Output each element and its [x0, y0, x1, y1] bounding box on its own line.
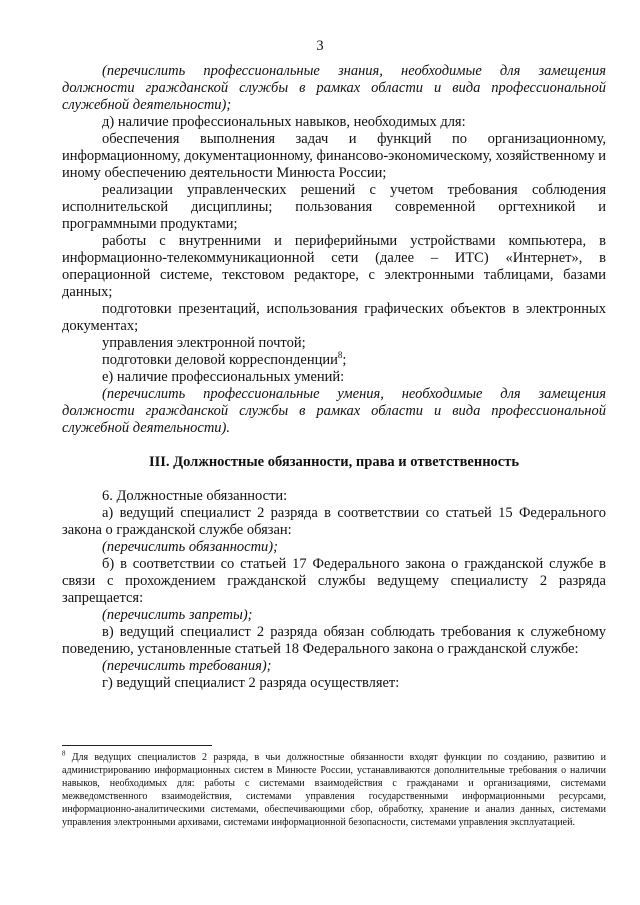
paragraph: (перечислить запреты); — [102, 607, 253, 623]
footnote-mark: 8 — [62, 749, 66, 758]
paragraph: а) ведущий специалист 2 разряда в соответствии со статьей 15 Федерального закона о гражданской службе обязан: — [62, 505, 606, 538]
footnote-text — [62, 751, 606, 829]
paragraph: б) в соответствии со статьей 17 Федерального закона о гражданской службе в связи с прохождением гражданской службы ведущему специалисту 2 разряда запрещается: — [62, 556, 606, 606]
paragraph: (перечислить профессиональные умения, необходимые для замещения должности гражданской службы в рамках области и вида профессиональной служебной деятельности). — [62, 386, 606, 436]
paragraph-suffix: ; — [342, 352, 347, 368]
paragraph: в) ведущий специалист 2 разряда обязан соблюдать требования к служебному поведению, установленные статьей 18 Федерального закона о гражданской службе: — [62, 624, 606, 657]
document-body — [62, 63, 606, 692]
page-number: 3 — [316, 38, 324, 54]
paragraph: реализации управленческих решений с учетом требования соблюдения исполнительской дисциплины; пользования современной оргтехникой и программными продуктами; — [62, 182, 606, 232]
paragraph: е) наличие профессиональных умений: — [102, 369, 345, 385]
paragraph: 6. Должностные обязанности: — [102, 488, 288, 504]
paragraph: управления электронной почтой; — [102, 335, 306, 351]
paragraph: обеспечения выполнения задач и функций по организационному, информационному, документационному, финансово-экономическому, хозяйственному и иному обеспечению деятельности Минюста России; — [62, 131, 607, 181]
paragraph — [62, 352, 606, 369]
paragraph: работы с внутренними и периферийными устройствами компьютера, в информационно-телекоммуникационной сети (далее – ИТС) «Интернет», в операционной системе, текстовом редакторе, с электронными таблицами, базами данных; — [62, 233, 606, 300]
paragraph-gap — [62, 437, 606, 454]
paragraph-gap — [62, 471, 606, 488]
paragraph: д) наличие профессиональных навыков, необходимых для: — [102, 114, 466, 130]
section-heading: III. Должностные обязанности, права и ответственность — [148, 454, 520, 470]
paragraph: г) ведущий специалист 2 разряда осуществляет: — [102, 675, 400, 691]
footnote — [62, 751, 606, 829]
paragraph: (перечислить обязанности); — [102, 539, 278, 555]
paragraph: подготовки презентаций, использования графических объектов в электронных документах; — [62, 301, 606, 334]
paragraph: (перечислить требования); — [102, 658, 272, 674]
footnote-reference: 8 — [337, 350, 343, 361]
footnote-separator — [62, 745, 212, 746]
paragraph: (перечислить профессиональные знания, необходимые для замещения должности гражданской службы в рамках области и вида профессиональной служебной деятельности); — [62, 63, 606, 113]
footnote-body: Для ведущих специалистов 2 разряда, в чьи должностные обязанности входят функции по созданию, развитию и администрированию информационных систем в Минюсте России, устанавливаются дополнительные требования о наличии навыков, необходимых для: работы с системами взаимодействия с гражданами и организациями, системами межведомственного взаимодействия, системами управления государственными информационными ресурсами, информационно-аналитическими системами, обеспечивающими сбор, обработку, хранение и анализ данных, системами управления электронными архивами, системами информационной безопасности, системами управления эксплуатацией. — [62, 752, 606, 828]
paragraph-text: подготовки деловой корреспонденции — [102, 352, 338, 368]
